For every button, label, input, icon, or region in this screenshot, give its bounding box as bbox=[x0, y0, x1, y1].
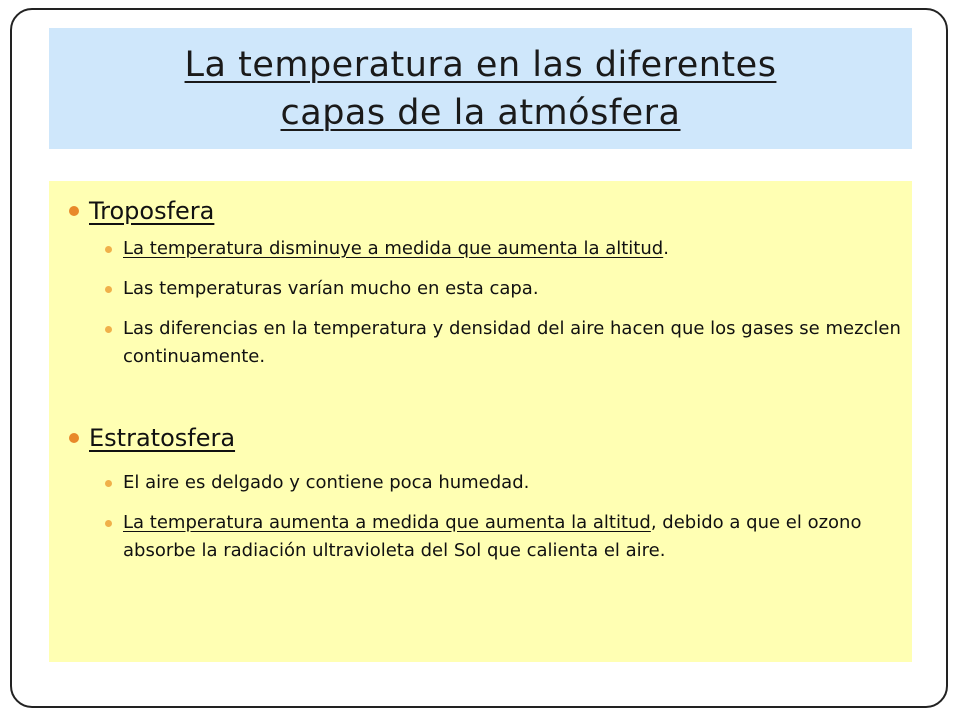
bullet-icon bbox=[69, 433, 79, 443]
list-item-text: Las diferencias en la temperatura y densidad del aire hacen que los gases se mezclen continuamente. bbox=[123, 318, 901, 367]
bullet-icon bbox=[69, 206, 79, 216]
title-box bbox=[49, 28, 912, 149]
list-item-text: . bbox=[663, 238, 669, 259]
list-item-underlined-text: La temperatura aumenta a medida que aumenta la altitud bbox=[123, 512, 651, 533]
section-heading-text: Estratosfera bbox=[89, 424, 236, 452]
list-item bbox=[123, 509, 903, 565]
list-item bbox=[123, 275, 903, 303]
section-heading-troposfera bbox=[69, 197, 214, 225]
list-item-text: , debido a que el ozono absorbe la radiación ultravioleta del Sol que calienta el aire. bbox=[123, 512, 862, 561]
list-item-underlined-text: La temperatura disminuye a medida que aumenta la altitud bbox=[123, 238, 664, 259]
list-item-text: Las temperaturas varían mucho en esta capa. bbox=[123, 278, 539, 299]
page-title-line-2: capas de la atmósfera bbox=[280, 92, 681, 133]
content-box bbox=[49, 181, 912, 662]
bullet-icon bbox=[105, 480, 112, 487]
list-item bbox=[123, 469, 903, 497]
list-item bbox=[123, 315, 903, 371]
bullet-icon bbox=[105, 520, 112, 527]
bullet-icon bbox=[105, 246, 112, 253]
bullet-icon bbox=[105, 326, 112, 333]
list-item-text: El aire es delgado y contiene poca humedad. bbox=[123, 472, 530, 493]
list-item bbox=[123, 235, 903, 263]
bullet-icon bbox=[105, 286, 112, 293]
section-heading-estratosfera bbox=[69, 424, 235, 452]
section-heading-text: Troposfera bbox=[89, 197, 215, 225]
page-title-line-1: La temperatura en las diferentes bbox=[184, 44, 777, 85]
